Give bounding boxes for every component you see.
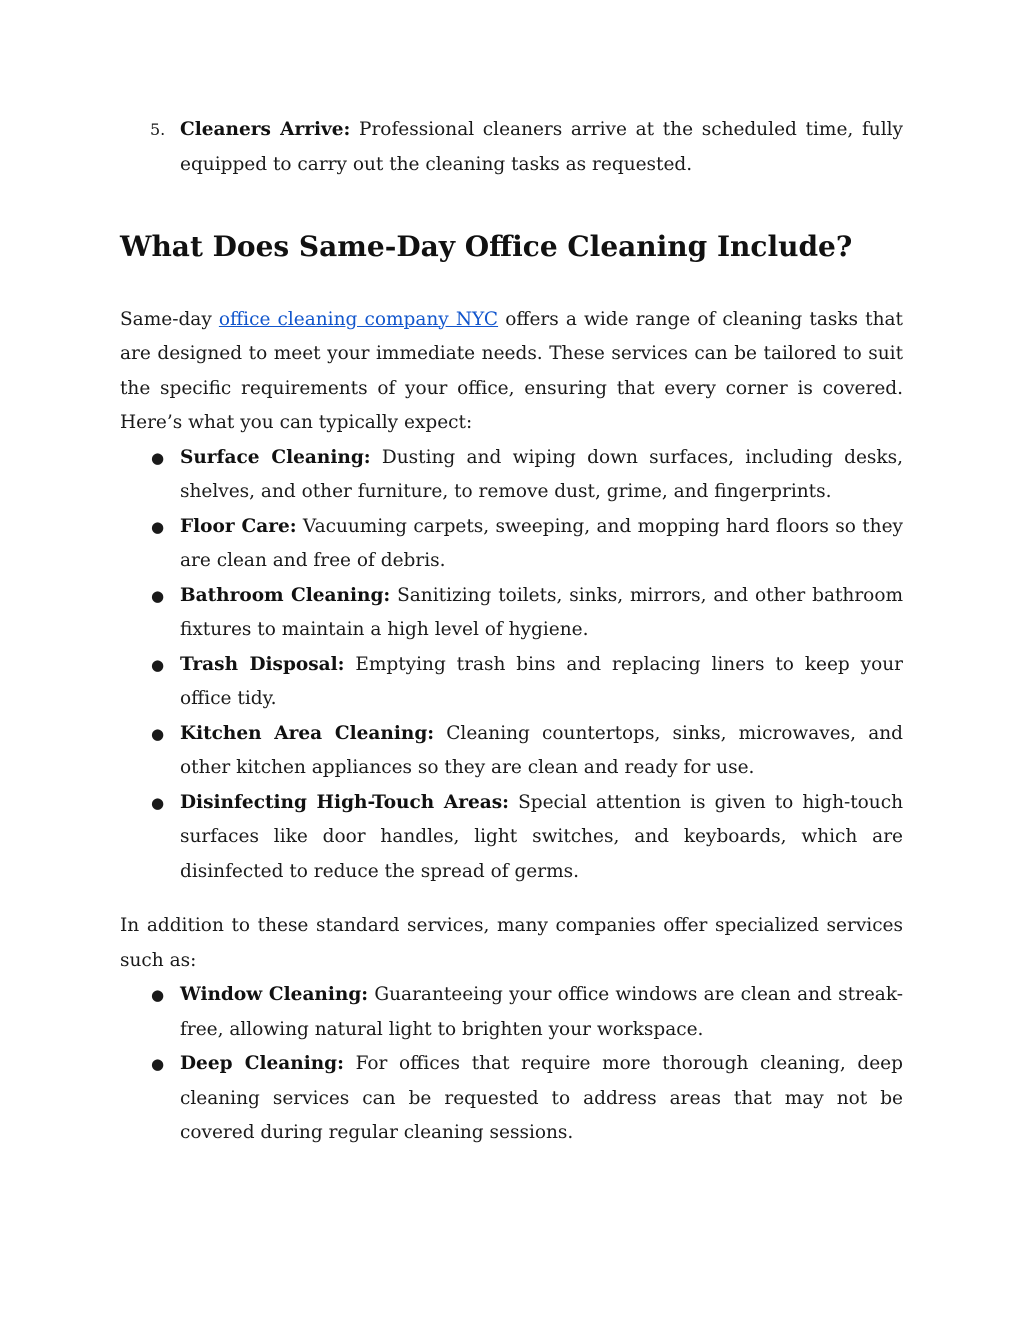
item-text: Cleaning countertops, sinks, microwaves, and other kitchen appliances so they are clean and ready for use. (180, 722, 903, 779)
item-title: Surface Cleaning: (180, 446, 371, 468)
item-title: Disinfecting High-Touch Areas: (180, 791, 509, 813)
office-cleaning-link[interactable]: office cleaning company NYC (218, 308, 499, 330)
list-item (120, 978, 903, 1047)
item-title: Deep Cleaning: (180, 1053, 344, 1075)
list-item (120, 441, 903, 510)
numbered-item-step-5 (120, 113, 903, 182)
item-text: Special attention is given to high-touch surfaces like door handles, light switches, and keyboards, which are disinfected to reduce the spread of germs. (180, 791, 903, 882)
standard-services-list (120, 441, 903, 890)
item-title: Trash Disposal: (180, 653, 345, 675)
addition-paragraph: In addition to these standard services, many companies offer specialized services such as: (120, 915, 903, 971)
item-text: Vacuuming carpets, sweeping, and mopping hard floors so they are clean and free of debris. (180, 515, 903, 572)
item-title: Bathroom Cleaning: (180, 584, 391, 606)
document-page (120, 113, 903, 1151)
list-item (120, 1047, 903, 1151)
intro-after-link: offers a wide range of cleaning tasks that are designed to meet your immediate needs. These services can be tailored to suit the specific requirements of your office, ensuring that every corner is covered. Here’s what you can typically expect: (120, 308, 903, 434)
step-title: Cleaners Arrive: (180, 119, 351, 140)
bullet-icon: ● (151, 986, 165, 1005)
step-text: Professional cleaners arrive at the scheduled time, fully equipped to carry out the cleaning tasks as requested. (180, 119, 903, 175)
bullet-icon: ● (151, 586, 165, 605)
section-heading: What Does Same-Day Office Cleaning Include? (120, 230, 853, 263)
bullet-icon: ● (151, 724, 165, 743)
intro-paragraph (120, 303, 903, 441)
bullet-icon: ● (151, 655, 165, 674)
item-text: Sanitizing toilets, sinks, mirrors, and other bathroom fixtures to maintain a high level of hygiene. (180, 584, 903, 641)
list-item (120, 579, 903, 648)
bullet-icon: ● (151, 1055, 165, 1074)
item-text: Guaranteeing your office windows are clean and streak-free, allowing natural light to brighten your workspace. (180, 984, 903, 1040)
list-number: 5. (150, 120, 166, 139)
item-title: Kitchen Area Cleaning: (180, 722, 435, 744)
bullet-icon: ● (151, 448, 165, 467)
item-title: Window Cleaning: (180, 984, 369, 1006)
list-item (120, 717, 903, 786)
item-text: Dusting and wiping down surfaces, including desks, shelves, and other furniture, to remove dust, grime, and fingerprints. (180, 446, 903, 503)
intro-before-link: Same-day (120, 308, 212, 330)
item-title: Floor Care: (180, 515, 297, 537)
bullet-icon: ● (151, 517, 165, 536)
specialized-services-list (120, 978, 903, 1151)
list-item (120, 648, 903, 717)
bullet-icon: ● (151, 793, 165, 812)
list-item (120, 510, 903, 579)
list-item (120, 786, 903, 890)
item-text: Emptying trash bins and replacing liners to keep your office tidy. (180, 653, 903, 710)
item-text: For offices that require more thorough cleaning, deep cleaning services can be requested to address areas that may not be covered during regular cleaning sessions. (180, 1053, 903, 1144)
